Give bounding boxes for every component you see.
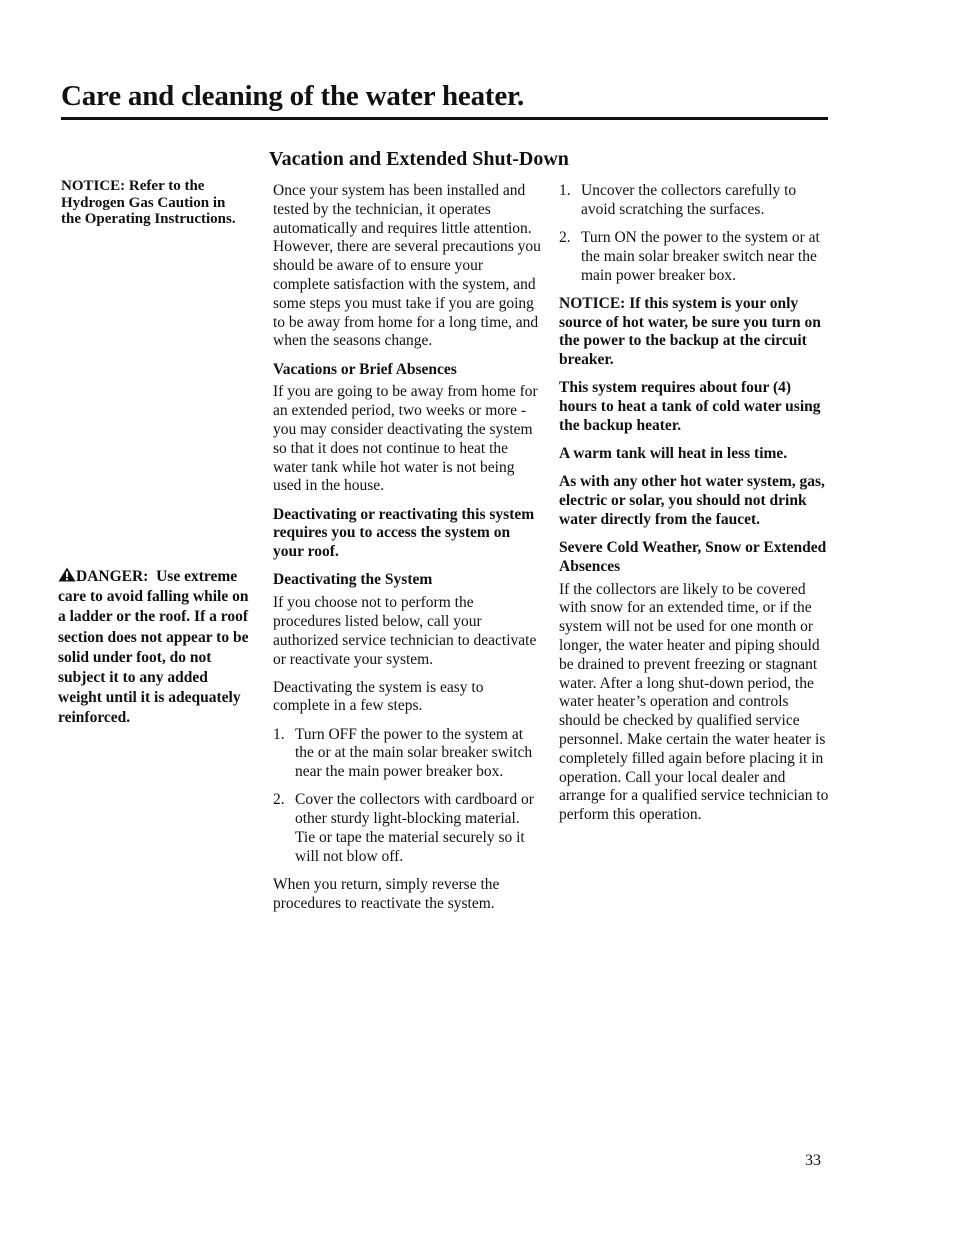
danger-text: Use extreme care to avoid falling while on a ladder or the roof. If a roof section does not appear to be solid under foot, do not subject it to any added weight until it is adequately reinforced. (58, 568, 249, 727)
reactivation-steps (559, 182, 829, 285)
warm-tank-note: A warm tank will heat in less time. (559, 445, 788, 463)
intro-paragraph: Once your system has been installed and tested by the technician, it operates automatically and requires little attention. However, there are several precautions you should be aware of to ensure your complete satisfaction with the system, and some steps you must take if you are going to be away from home for a long time, and when the seasons change. (273, 182, 541, 350)
vacations-paragraph: If you are going to be away from home for an extended period, two weeks or more - you may consider deactivating the system so that it does not continue to heat the water tank while hot water is not being used in the house. (273, 383, 538, 495)
sidebar-danger (58, 567, 250, 729)
severe-weather-heading: Severe Cold Weather, Snow or Extended Absences (559, 539, 827, 575)
heat-time-note: This system requires about four (4) hours to heat a tank of cold water using the backup heater. (559, 379, 821, 434)
list-item: 2. Turn ON the power to the system or at the main solar breaker switch near the main power breaker box. (559, 228, 820, 284)
page-title: Care and cleaning of the water heater. (61, 80, 525, 112)
section-heading: Vacation and Extended Shut-Down (269, 148, 569, 170)
warning-triangle-icon (58, 567, 76, 582)
deactivating-paragraph: If you choose not to perform the procedures listed below, call your authorized service technician to deactivate or reactivate your system. (273, 594, 537, 668)
deactivation-steps (273, 726, 543, 867)
title-divider (61, 117, 828, 120)
column-left (273, 182, 543, 923)
return-paragraph: When you return, simply reverse the procedures to reactivate the system. (273, 876, 500, 912)
easy-paragraph: Deactivating the system is easy to complete in a few steps. (273, 678, 484, 715)
sidebar-notice: NOTICE: Refer to the Hydrogen Gas Caution in the Operating Instructions. (61, 178, 236, 227)
page-number: 33 (805, 1152, 821, 1169)
list-item: 2. Cover the collectors with cardboard or other sturdy light-blocking material. Tie or tape the material securely so it will not blow off. (273, 791, 534, 865)
deactivating-heading: Deactivating the System (273, 571, 433, 589)
list-item: 1. Uncover the collectors carefully to avoid scratching the surfaces. (559, 182, 797, 218)
backup-notice: NOTICE: If this system is your only source of hot water, be sure you turn on the power to the backup at the circuit breaker. (559, 294, 821, 369)
drink-warning: As with any other hot water system, gas, electric or solar, you should not drink water directly from the faucet. (559, 473, 825, 528)
vacations-heading: Vacations or Brief Absences (273, 360, 457, 378)
list-item: 1. Turn OFF the power to the system at the or at the main solar breaker switch near the main power breaker box. (273, 725, 533, 781)
danger-label: DANGER: (76, 568, 149, 585)
column-right (559, 182, 829, 834)
severe-weather-paragraph: If the collectors are likely to be covered with snow for an extended time, or if the system will not be used for one month or longer, the water heater and piping should be drained to prevent freezing or stagnant water. After a long shut-down period, the water heater’s operation and controls should be checked by qualified service personnel. Make certain the water heater is completely filled again before placing it in operation. Call your local dealer and arrange for a qualified service technician to perform this operation. (559, 580, 829, 824)
roof-warning: Deactivating or reactivating this system requires you to access the system on your roof. (273, 505, 535, 561)
